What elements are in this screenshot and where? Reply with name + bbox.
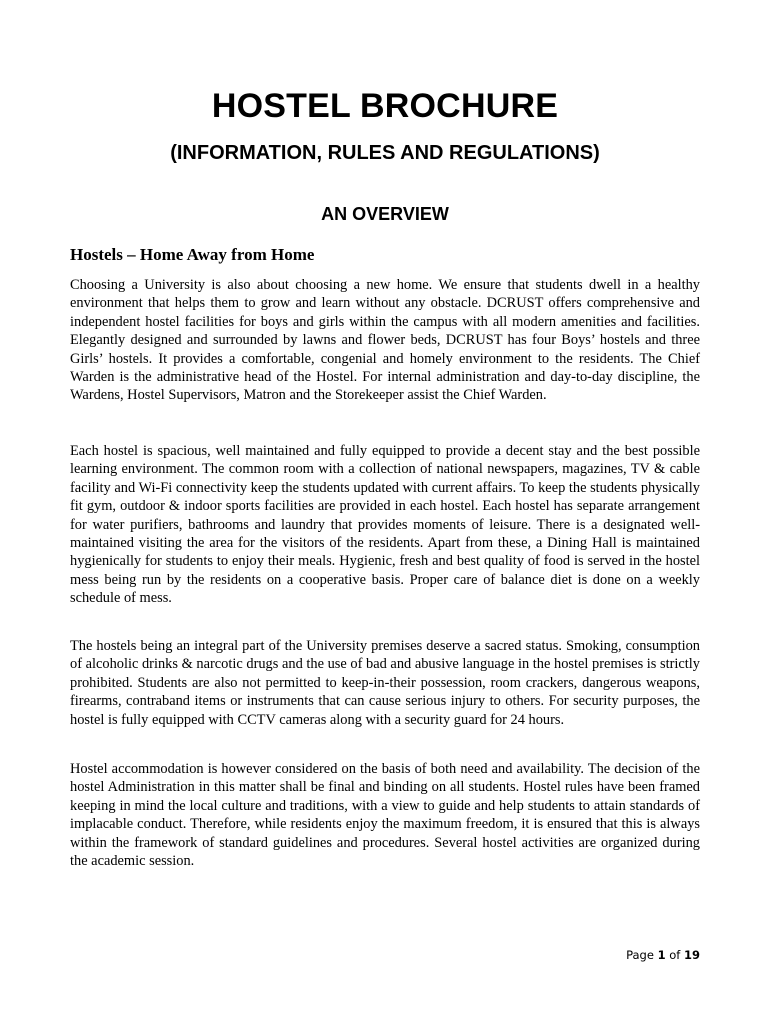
page-footer — [626, 947, 700, 963]
page-total: 19 — [683, 948, 700, 962]
paragraph-1: Choosing a University is also about choosing a new home. We ensure that students dwell in a healthy environment that helps them to grow and learn without any obstacle. DCRUST offers comprehensive and independent hostel facilities for boys and girls within the campus with all modern amenities and facilities. Elegantly designed and surrounded by lawns and flower beds, DCRUST has four Boys’ hostels and three Girls’ hostels. It provides a comfortable, congenial and homely environment to the residents. The Chief Warden is the administrative head of the Hostel. For internal administration and day-to-day discipline, the Wardens, Hostel Supervisors, Matron and the Storekeeper assist the Chief Warden. — [70, 277, 700, 404]
paragraph-4: Hostel accommodation is however considered on the basis of both need and availability. The decision of the hostel Administration in this matter shall be final and binding on all students. Hostel rules have been framed keeping in mind the local culture and traditions, with a view to guide and help students to attain standards of implacable conduct. Therefore, while residents enjoy the maximum freedom, it is ensured that this is always within the framework of standard guidelines and procedures. Several hostel activities are organized during the academic session. — [70, 761, 700, 870]
paragraph-3: The hostels being an integral part of the University premises deserve a sacred status. Smoking, consumption of alcoholic drinks & narcotic drugs and the use of bad and abusive language in the hostel premises is strictly prohibited. Students are also not permitted to keep-in-their possession, room crackers, dangerous weapons, firearms, contraband items or instruments that can cause serious injury to others. For security purposes, the hostel is fully equipped with CCTV cameras along with a security guard for 24 hours. — [70, 638, 700, 728]
of-label: of — [669, 948, 681, 962]
page-number: 1 — [657, 948, 666, 962]
document-subtitle: (INFORMATION, RULES AND REGULATIONS) — [170, 142, 600, 164]
page-label: Page — [626, 948, 654, 962]
section-title: AN OVERVIEW — [321, 204, 449, 224]
section-heading: Hostels – Home Away from Home — [70, 245, 315, 264]
paragraph-2: Each hostel is spacious, well maintained and fully equipped to provide a decent stay and the best possible learning environment. The common room with a collection of national newspapers, magazines, TV & cable facility and Wi-Fi connectivity keep the students updated with current affairs. To keep the students physically fit gym, outdoor & indoor sports facilities are provided in each hostel. Each hostel has separate arrangement for water purifiers, bathrooms and laundry that provides moments of leisure. There is a designated well-maintained visiting the area for the visitors of the residents. Apart from these, a Dining Hall is maintained hygienically for students to enjoy their meals. Hygienic, fresh and best quality of food is served in the hostel mess being run by the residents on a cooperative basis. Proper care of balance diet is done on a weekly schedule of mess. — [70, 443, 700, 607]
document-title: HOSTEL BROCHURE — [211, 87, 559, 125]
